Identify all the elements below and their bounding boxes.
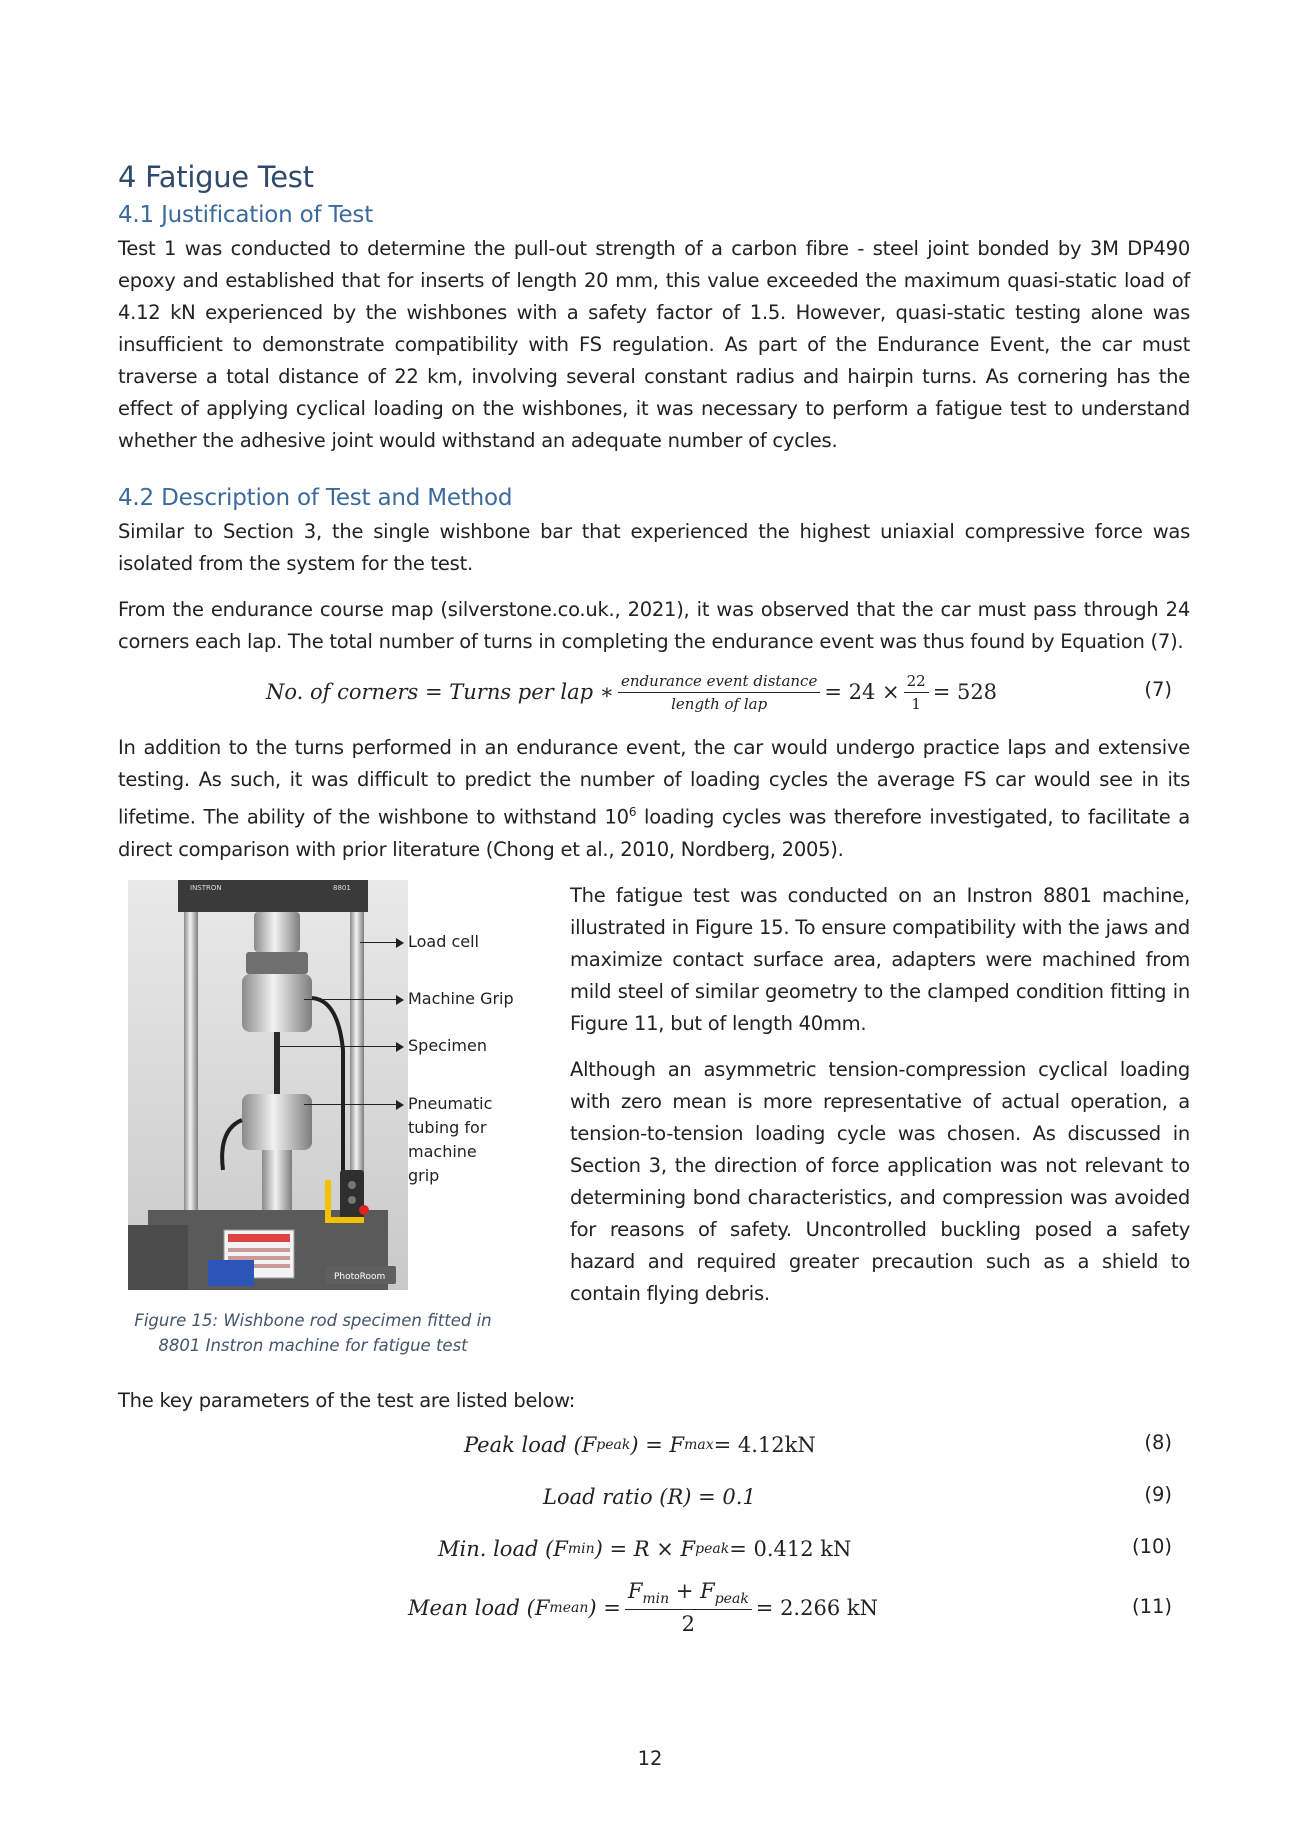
figure-block bbox=[118, 880, 1190, 1385]
section-heading: 4 Fatigue Test bbox=[118, 160, 314, 194]
paragraph-method-1: Similar to Section 3, the single wishbone bar that experienced the highest uniaxial compressive force was isolated from the system for the test. bbox=[118, 520, 1190, 575]
arrow-icon bbox=[360, 942, 402, 944]
figure-callouts bbox=[408, 880, 568, 1290]
arrow-icon bbox=[304, 1104, 402, 1106]
eq7-mid: = 24 × bbox=[824, 680, 900, 704]
arrow-icon bbox=[304, 999, 402, 1001]
page-number: 12 bbox=[637, 1747, 663, 1770]
subsection-heading-4-1: 4.1 Justification of Test bbox=[118, 202, 374, 228]
label-pneumatic-tubing: Pneumatic tubing for machine grip bbox=[408, 1093, 493, 1185]
eq9-number: (9) bbox=[1144, 1482, 1172, 1506]
figure-side-text bbox=[570, 880, 1190, 1310]
eq8-number: (8) bbox=[1144, 1430, 1172, 1454]
label-specimen: Specimen bbox=[408, 1035, 487, 1055]
paragraph-method-4: The fatigue test was conducted on an Instron 8801 machine, illustrated in Figure 15. To ensure compatibility with the jaws and maximize contact surface area, adapters were machined from mild steel of similar geometry to the clamped condition fitting in Figure 11, but of length 40mm. bbox=[570, 883, 1190, 1035]
equation-11: Mean load (F mean ) = $\frac{F_{min} + F_{peak}}{2}$ = 2.266 kN (11) bbox=[408, 1578, 1172, 1637]
photoroom-watermark: PhotoRoom bbox=[334, 1271, 386, 1282]
equation-9: Load ratio (R) = 0.1 (9) bbox=[543, 1482, 1172, 1509]
instron-brand-text: INSTRON bbox=[190, 883, 222, 892]
eq7-fraction-2: $\frac{22}{1}$ bbox=[904, 672, 929, 713]
paragraph-method-5: Although an asymmetric tension-compression cyclical loading with zero mean is more representative of actual operation, a tension-to-tension loading cycle was chosen. As discussed in Section 3, the direction of force application was not relevant to determining bond characteristics, and compression was avoided for reasons of safety. Uncontrolled buckling posed a safety hazard and required greater precaution such as a shield to contain flying debris. bbox=[570, 1057, 1190, 1305]
eq11-number: (11) bbox=[1131, 1594, 1172, 1618]
paragraph-justification: Test 1 was conducted to determine the pull-out strength of a carbon fibre - steel joint bonded by 3M DP490 epoxy and established that for inserts of length 20 mm, this value exceeded the maximum quasi-static load of 4.12 kN experienced by the wishbones with a safety factor of 1.5. However, quasi-static testing alone was insufficient to demonstrate compatibility with FS regulation. As part of the Endurance Event, the car must traverse a total distance of 22 km, involving several constant radius and hairpin turns. As cornering has the effect of applying cyclical loading on the wishbones, it was necessary to perform a fatigue test to understand whether the adhesive joint would withstand an adequate number of cycles. bbox=[118, 237, 1190, 452]
label-machine-grip: Machine Grip bbox=[408, 988, 514, 1008]
eq10-number: (10) bbox=[1131, 1534, 1172, 1558]
equation-7 bbox=[118, 666, 1190, 718]
subsection-heading-4-2: 4.2 Description of Test and Method bbox=[118, 485, 513, 511]
eq11-fraction: $\frac{F_{min} + F_{peak}}{2}$ bbox=[625, 1579, 752, 1636]
equation-8: Peak load (F peak ) = F max = 4.12kN (8) bbox=[464, 1430, 1172, 1457]
eq7-rhs: = 528 bbox=[932, 680, 998, 704]
label-load-cell: Load cell bbox=[408, 931, 479, 951]
equation-10: Min. load (F min ) = R × F peak = 0.412 kN (10) bbox=[438, 1534, 1172, 1561]
paragraph-key-parameters: The key parameters of the test are listed below: bbox=[118, 1388, 576, 1412]
eq7-fraction: $\frac{\text{endurance event distance}}{\text{length of lap}}$ bbox=[618, 672, 820, 713]
paragraph-method-3: In addition to the turns performed in an endurance event, the car would undergo practice laps and extensive testing. As such, it was difficult to predict the number of loading cycles the average FS car would see in its lifetime. The ability of the wishbone to withstand $10^6$ loading cycles was therefore investigated, to facilitate a direct comparison with prior literature (Chong et al., 2010, Nordberg, 2005). bbox=[118, 736, 1191, 861]
figure-caption: Figure 15: Wishbone rod specimen fitted in 8801 Instron machine for fatigue test bbox=[134, 1310, 492, 1355]
arrow-icon bbox=[278, 1046, 402, 1048]
figure-15 bbox=[128, 880, 568, 1358]
page-content bbox=[118, 160, 1190, 1641]
instron-model-text: 8801 bbox=[333, 883, 351, 892]
paragraph-method-2: From the endurance course map (silverstone.co.uk., 2021), it was observed that the car must pass through 24 corners each lap. The total number of turns in completing the endurance event was thus found by Equation (7). bbox=[118, 598, 1190, 653]
eq7-number: (7) bbox=[1144, 678, 1172, 701]
eq7-lhs: No. of corners = Turns per lap ∗ bbox=[266, 680, 615, 704]
